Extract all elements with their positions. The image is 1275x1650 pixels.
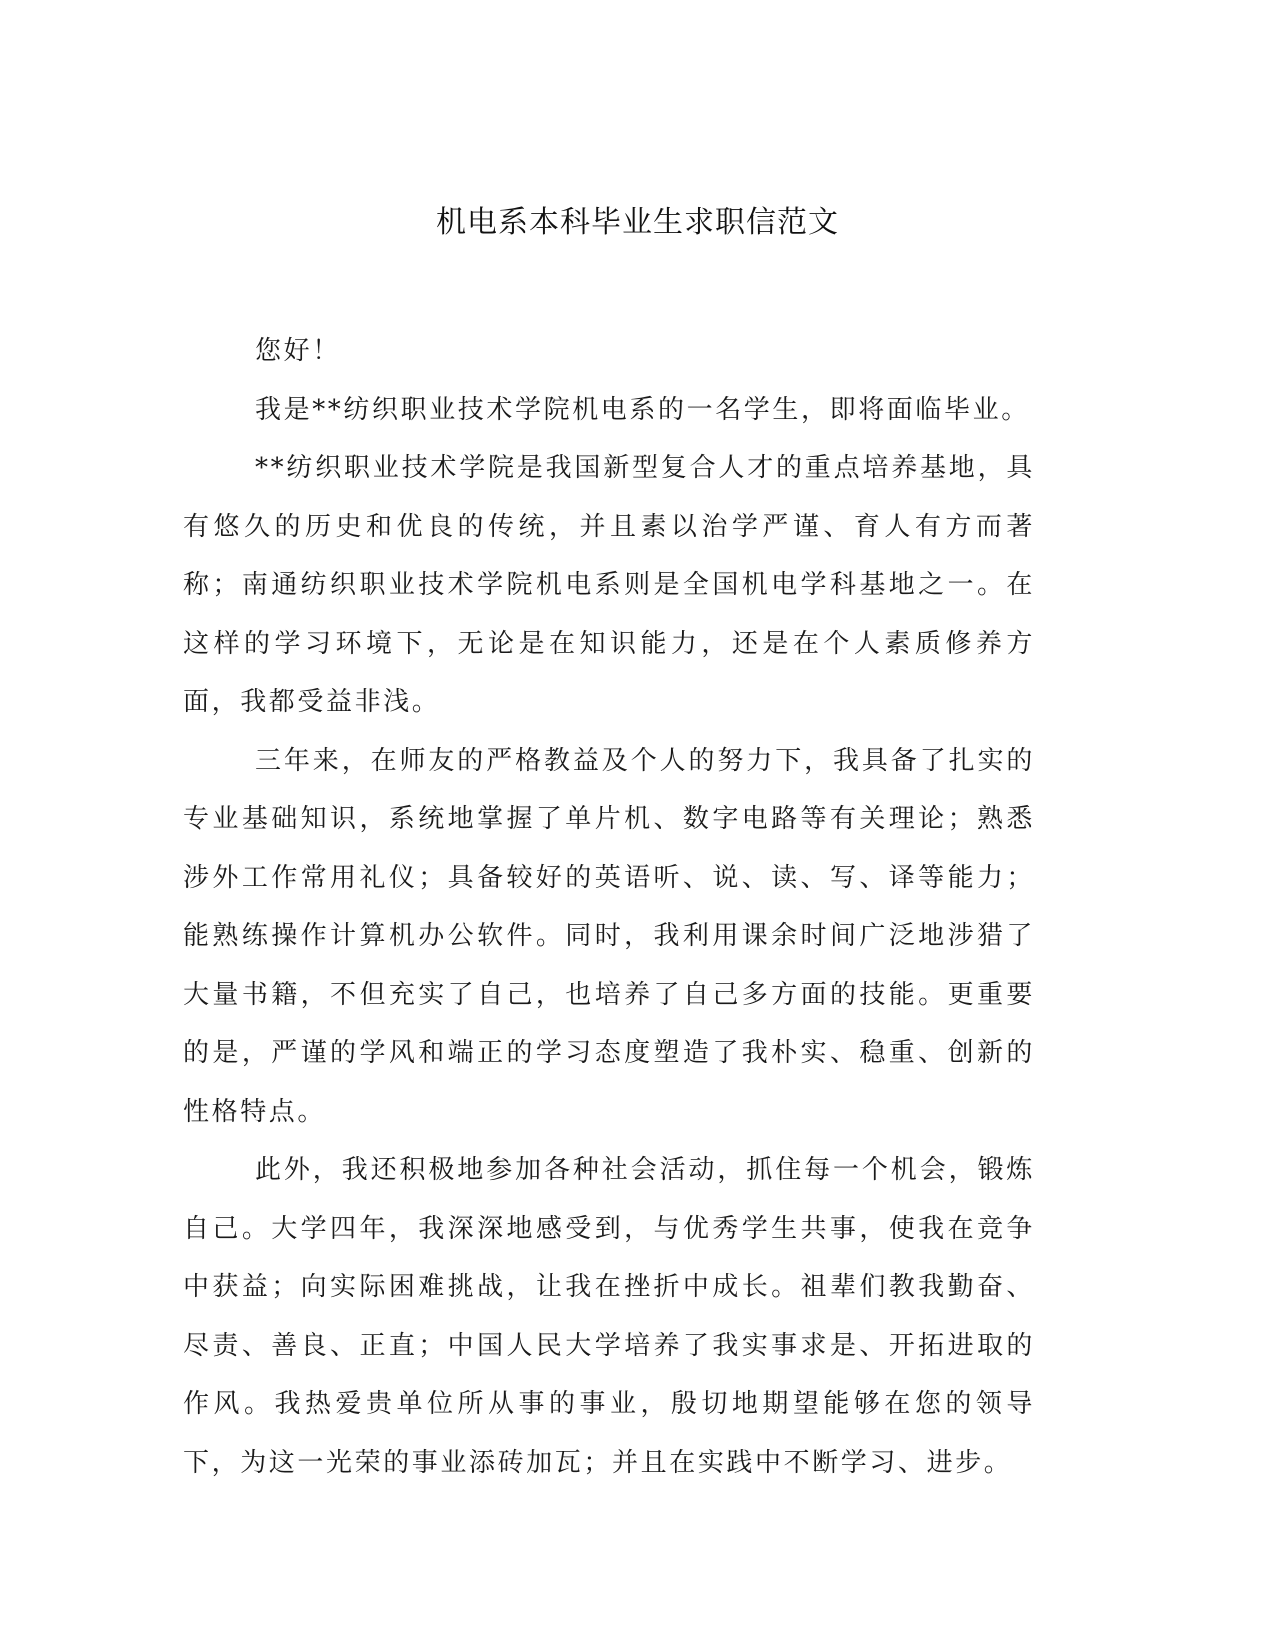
body-paragraph: 此外，我还积极地参加各种社会活动，抓住每一个机会，锻炼自己。大学四年，我深深地感受到，与优秀学生共事，使我在竞争中获益；向实际困难挑战，让我在挫折中成长。祖辈们教我勤奋、尽责、善良、正直；中国人民大学培养了我实事求是、开拓进取的作风。我热爱贵单位所从事的事业，殷切地期望能够在您的领导下，为这一光荣的事业添砖加瓦；并且在实践中不断学习、进步。: [183, 1155, 1035, 1478]
greeting-paragraph: 您好！: [255, 336, 341, 366]
body-paragraph: 我是**纺织职业技术学院机电系的一名学生，即将面临毕业。: [255, 394, 1030, 425]
document-title: 机电系本科毕业生求职信范文: [436, 205, 839, 240]
body-paragraph: 三年来，在师友的严格教益及个人的努力下，我具备了扎实的专业基础知识，系统地掌握了单片机、数字电路等有关理论；熟悉涉外工作常用礼仪；具备较好的英语听、说、读、写、译等能力；能熟练操作计算机办公软件。同时，我利用课余时间广泛地涉猎了大量书籍，不但充实了自己，也培养了自己多方面的技能。更重要的是，严谨的学风和端正的学习态度塑造了我朴实、稳重、创新的性格特点。: [183, 745, 1035, 1127]
body-paragraph: **纺织职业技术学院是我国新型复合人才的重点培养基地，具有悠久的历史和优良的传统，并且素以治学严谨、育人有方而著称；南通纺织职业技术学院机电系则是全国机电学科基地之一。在这样的学习环境下，无论是在知识能力，还是在个人素质修养方面，我都受益非浅。: [183, 453, 1035, 717]
document-body: [183, 322, 1035, 1492]
